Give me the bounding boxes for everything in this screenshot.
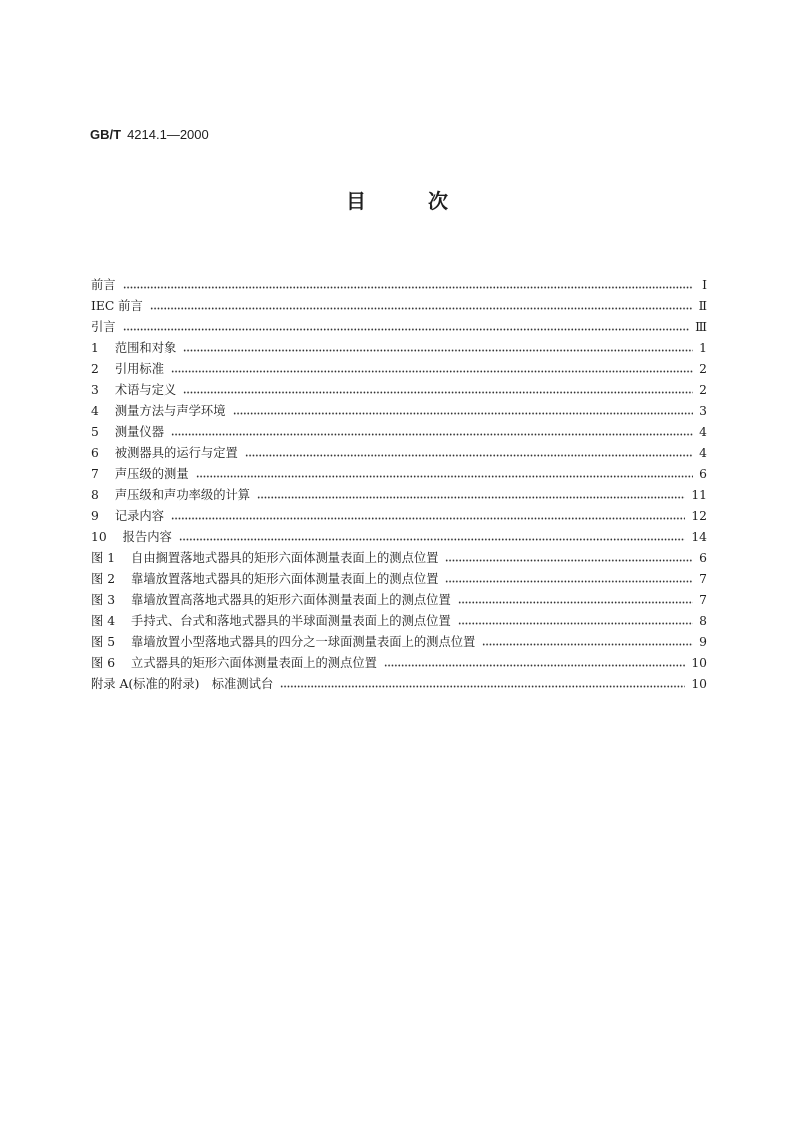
toc-entry-number: 10: [91, 530, 107, 544]
toc-entry: [91, 317, 707, 338]
toc-entry-title: 靠墙放置落地式器具的矩形六面体测量表面上的测点位置: [131, 572, 439, 586]
toc-entry: [91, 611, 707, 632]
toc-entry-title: 引言: [91, 320, 116, 334]
toc-dot-leader: [233, 412, 693, 415]
toc-entry-page: 4: [699, 446, 707, 460]
toc-entry-page: 10: [691, 677, 707, 691]
toc-entry-title: 声压级的测量: [114, 467, 189, 481]
toc-entry-number: 3: [91, 383, 99, 397]
toc-dot-leader: [179, 538, 685, 541]
toc-entry-page: 7: [699, 593, 707, 607]
toc-entry: [91, 485, 707, 506]
toc-entry: [91, 380, 707, 401]
toc-dot-leader: [482, 643, 693, 646]
toc-entry-page: 1: [699, 341, 707, 355]
standard-code-number: 4214.1—2000: [127, 127, 209, 142]
toc-entry-title: 引用标准: [114, 362, 165, 376]
toc-entry-page: 11: [691, 488, 707, 502]
toc-dot-leader: [196, 475, 693, 478]
toc-entry-number: 7: [91, 467, 99, 481]
toc-dot-leader: [445, 559, 693, 562]
toc-dot-leader: [257, 496, 685, 499]
toc-entry: [91, 548, 707, 569]
toc-entry: [91, 443, 707, 464]
toc-entry: [91, 338, 707, 359]
toc-entry: [91, 506, 707, 527]
toc-entry: [91, 674, 707, 695]
toc-entry-title: 测量仪器: [114, 425, 165, 439]
standard-code: [90, 126, 209, 144]
toc-dot-leader: [183, 391, 693, 394]
toc-dot-leader: [245, 454, 693, 457]
toc-entry: [91, 296, 707, 317]
table-of-contents: [91, 275, 707, 695]
toc-entry-page: I: [702, 278, 707, 292]
toc-entry-number: 图 6: [91, 656, 116, 670]
toc-entry: [91, 359, 707, 380]
toc-entry: [91, 653, 707, 674]
toc-entry-page: 2: [699, 362, 707, 376]
toc-entry: [91, 527, 707, 548]
toc-dot-leader: [150, 307, 693, 310]
toc-entry-title: 手持式、台式和落地式器具的半球面测量表面上的测点位置: [131, 614, 451, 628]
page-title-part2: 次: [428, 189, 448, 213]
toc-entry-page: Ⅲ: [695, 320, 707, 334]
toc-entry-title: 声压级和声功率级的计算: [114, 488, 251, 502]
standard-code-prefix: GB/T: [90, 127, 122, 142]
toc-entry-page: 9: [699, 635, 707, 649]
toc-entry-page: 6: [699, 467, 707, 481]
toc-entry-title: IEC 前言: [91, 299, 143, 313]
toc-entry: [91, 632, 707, 653]
toc-dot-leader: [171, 370, 693, 373]
toc-entry-number: 图 5: [91, 635, 116, 649]
toc-entry-page: 4: [699, 425, 707, 439]
toc-dot-leader: [458, 622, 693, 625]
toc-entry-page: 10: [691, 656, 707, 670]
toc-entry-page: 3: [699, 404, 707, 418]
toc-entry-page: 2: [699, 383, 707, 397]
toc-entry-title: 报告内容: [122, 530, 172, 544]
page-title: [0, 188, 794, 214]
toc-entry-number: 9: [91, 509, 99, 523]
toc-entry-page: 12: [691, 509, 707, 523]
toc-entry-page: 7: [699, 572, 707, 586]
toc-entry-title: 立式器具的矩形六面体测量表面上的测点位置: [131, 656, 377, 670]
toc-entry-title: 靠墙放置高落地式器具的矩形六面体测量表面上的测点位置: [131, 593, 451, 607]
toc-entry-title: 术语与定义: [114, 383, 177, 397]
toc-dot-leader: [123, 328, 690, 331]
toc-dot-leader: [445, 580, 693, 583]
toc-entry-title: 自由搁置落地式器具的矩形六面体测量表面上的测点位置: [131, 551, 439, 565]
toc-entry: [91, 275, 707, 296]
page-title-part1: 目: [346, 189, 366, 213]
toc-entry-page: Ⅱ: [698, 299, 707, 313]
toc-entry-number: 图 4: [91, 614, 116, 628]
toc-entry-title: 范围和对象: [114, 341, 177, 355]
toc-entry-number: 图 1: [91, 551, 116, 565]
toc-entry-page: 8: [699, 614, 707, 628]
toc-entry: [91, 590, 707, 611]
toc-entry-number: 图 2: [91, 572, 116, 586]
toc-entry-title: 前言: [91, 278, 116, 292]
toc-entry-number: 1: [91, 341, 99, 355]
toc-dot-leader: [384, 664, 685, 667]
toc-entry: [91, 401, 707, 422]
toc-dot-leader: [123, 286, 693, 289]
toc-dot-leader: [458, 601, 693, 604]
toc-dot-leader: [183, 349, 693, 352]
toc-entry-title: 记录内容: [114, 509, 165, 523]
toc-entry-title: 附录 A(标准的附录) 标准测试台: [91, 677, 274, 691]
toc-entry: [91, 464, 707, 485]
toc-entry-number: 2: [91, 362, 99, 376]
toc-entry: [91, 422, 707, 443]
toc-entry-number: 5: [91, 425, 99, 439]
toc-entry-title: 靠墙放置小型落地式器具的四分之一球面测量表面上的测点位置: [131, 635, 476, 649]
toc-dot-leader: [171, 517, 685, 520]
toc-dot-leader: [171, 433, 693, 436]
toc-entry-number: 4: [91, 404, 99, 418]
toc-dot-leader: [280, 685, 685, 688]
toc-entry-number: 图 3: [91, 593, 116, 607]
toc-entry-number: 8: [91, 488, 99, 502]
toc-entry-number: 6: [91, 446, 99, 460]
toc-entry-page: 14: [691, 530, 707, 544]
toc-entry: [91, 569, 707, 590]
toc-entry-title: 被测器具的运行与定置: [114, 446, 238, 460]
toc-entry-page: 6: [699, 551, 707, 565]
toc-entry-title: 测量方法与声学环境: [114, 404, 226, 418]
